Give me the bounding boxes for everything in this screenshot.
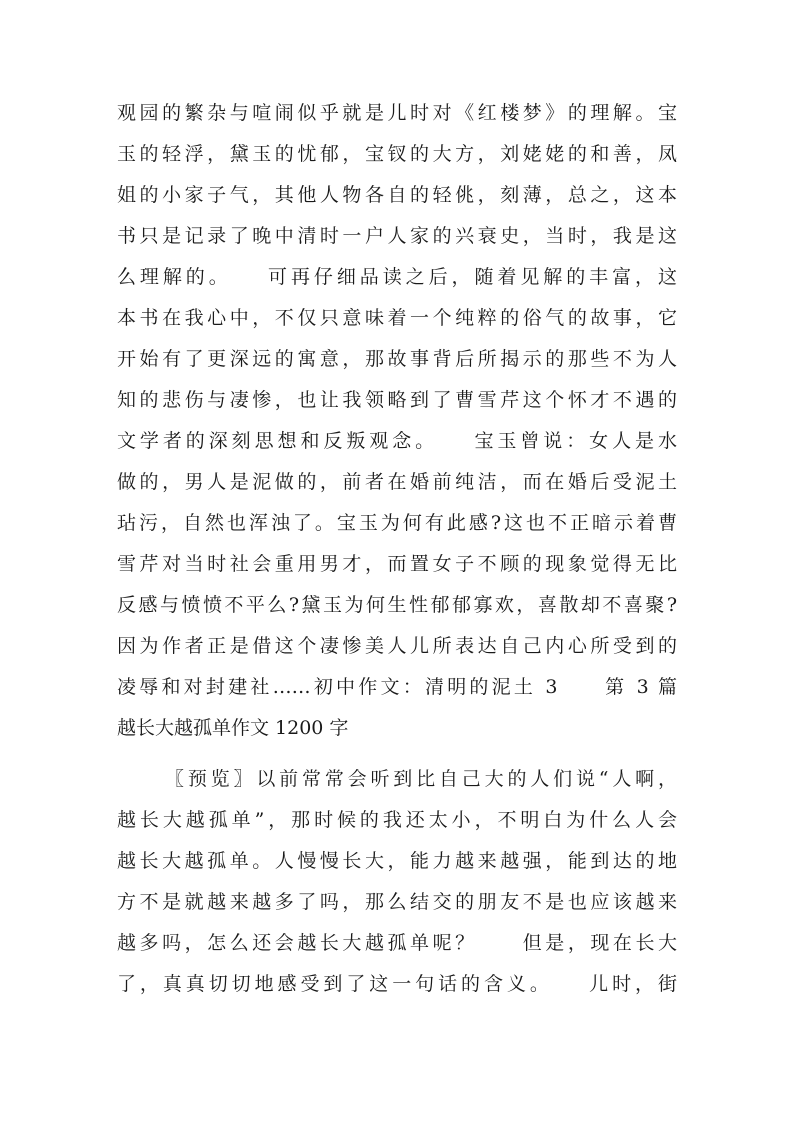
text-line: 雪芹对当时社会重用男才，而置女子不顾的现象觉得无比 — [117, 553, 677, 575]
text-line: 了，真真切切地感受到了这一句话的含义。 儿时，街 — [117, 973, 677, 995]
text-line: 越长大越孤单。人慢慢长大，能力越来越强，能到达的地 — [117, 850, 677, 872]
text-line: 越长大越孤单作文 1200 字 — [117, 717, 349, 739]
text-line: 观园的繁杂与喧闹似乎就是儿时对《红楼梦》的理解。宝 — [117, 102, 677, 124]
text-line: 姐的小家子气，其他人物各自的轻佻，刻薄，总之，这本 — [117, 184, 677, 206]
text-line: 知的悲伤与凄惨，也让我领略到了曹雪芹这个怀才不遇的 — [117, 389, 677, 411]
text-line: 玷污，自然也浑浊了。宝玉为何有此感?这也不正暗示着曹 — [117, 512, 677, 534]
text-line: 书只是记录了晚中清时一户人家的兴衰史，当时，我是这 — [117, 225, 677, 247]
text-line: 越多吗，怎么还会越长大越孤单呢？ 但是，现在长大 — [117, 932, 677, 954]
text-line: 越长大越孤单”，那时候的我还太小，不明白为什么人会 — [117, 809, 677, 831]
text-line: 么理解的。 可再仔细品读之后，随着见解的丰富，这 — [117, 266, 677, 288]
text-line: 因为作者正是借这个凄惨美人儿所表达自己内心所受到的 — [117, 635, 677, 657]
text-line: 〖预览〗以前常常会听到比自己大的人们说“人啊， — [165, 768, 677, 790]
text-line: 本书在我心中，不仅只意味着一个纯粹的俗气的故事，它 — [117, 307, 677, 329]
text-line: 反感与愤愤不平么?黛玉为何生性郁郁寡欢，喜散却不喜聚? — [117, 594, 677, 616]
text-line: 做的，男人是泥做的，前者在婚前纯洁，而在婚后受泥土 — [117, 471, 677, 493]
text-line: 凌辱和对封建社……初中作文：清明的泥土 3 第 3 篇 — [117, 676, 677, 698]
text-line: 方不是就越来越多了吗，那么结交的朋友不是也应该越来 — [117, 891, 677, 913]
text-line: 开始有了更深远的寓意，那故事背后所揭示的那些不为人 — [117, 348, 677, 370]
text-line: 文学者的深刻思想和反叛观念。 宝玉曾说：女人是水 — [117, 430, 677, 452]
text-line: 玉的轻浮，黛玉的忧郁，宝钗的大方，刘姥姥的和善，凤 — [117, 143, 677, 165]
